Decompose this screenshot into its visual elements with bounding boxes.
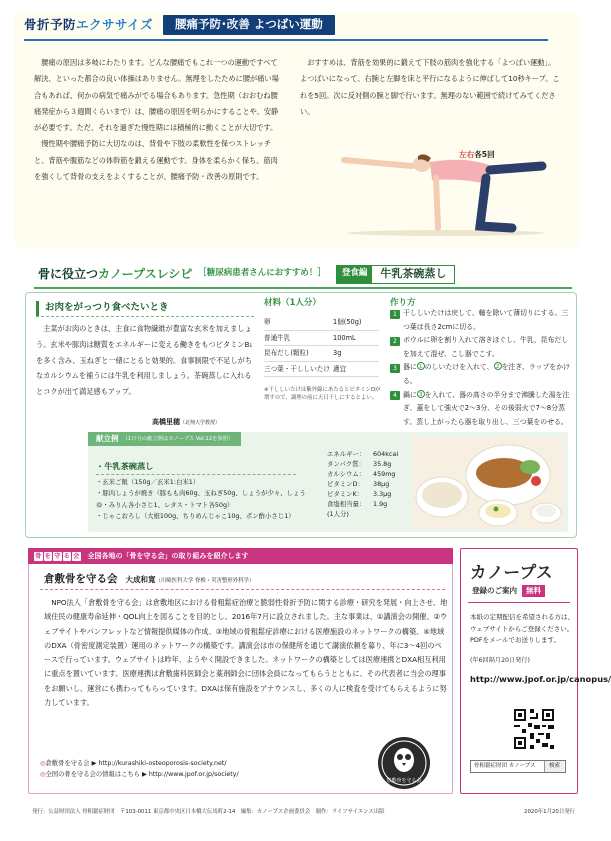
registration-url-link[interactable]: http://www.jpof.or.jp/canopus/ <box>470 674 611 684</box>
footer-date: 2020年1月20日発行 <box>524 809 575 815</box>
ingredients-table <box>264 315 379 377</box>
recipe-steps <box>390 307 573 429</box>
society-text: NPO法人「倉敷骨を守る会」は倉敷地区における骨粗鬆症治療と脆弱性骨折予防に関する診療・研究を発展・向上させ、地域住民の健康寿命延伸・QOL向上を図ることを目的とし、2016年7月に設立されました。主な事業は、①講演会の開催、②ウェブサイトやパンフレットなど情報提供媒体の作成、③地域の骨粗鬆症診療における医療施設のネットワークの構築、④地域のDXA（骨密度測定装置）運用のネットワークの構築です。講演会は市の保健所を通じて講演依頼を募り、年に3～4回のペースで行っています。ウェブサイトは昨年、ようやく開設できました。ネットワークの構築としては医療連携とDXA相互利用に重点を置いています。医療連携は倉敷歯科医師会と薬剤師会に団体会員になってもらうとともに、その代表者に当会の理事をお願いし、運営にも携わってもらっています。DXAは保有施設をアナウンスし、多くの人に検査を受けてもらえるように努力しています。 <box>44 598 448 708</box>
menu-example-list <box>96 477 318 522</box>
recipe-intro-text: 主菜がお肉のときは、主食に食物繊維が豊富な玄米を加えましょう。玄米や豚肉は糖質をエネルギーに変える働きをもつビタミンB₁を多く含み、玉ねぎと一緒にとると効果的。食事制限で不足しがちなカルシウムを補うには牛乳を利用しましょう。茶碗蒸しに入れるとコクが出て満足感もアップ。 <box>36 324 253 397</box>
national-society-link[interactable]: http://www.jpof.or.jp/society/ <box>148 771 239 778</box>
ingredient-row: 普通牛乳 100mL <box>264 331 379 347</box>
exercise-heading-box: 腰痛予防･改善 よつばい運動 <box>163 15 335 35</box>
menu-example-label: 献立例 （1日分の献立例はカノープス Vol.12を参照） <box>88 432 241 446</box>
society-badge-text: 倉敷骨を守る会 <box>386 778 422 784</box>
exercise-paragraph: 慢性期や腰痛予防に大切なのは、背骨や下肢の柔軟性を保つストレッチと、背筋や腹筋などの体幹筋を鍛える運動です。身体を柔らかく保ち、筋肉を強くして背骨の支えをよくすることが、腰痛予防・改善の原則です。 <box>34 139 278 182</box>
exercise-heading <box>24 14 335 36</box>
exercise-right-text <box>300 55 562 120</box>
dashed-divider <box>40 589 445 590</box>
recipe-author: 高橋里穂（北翔大学教授） <box>152 418 221 426</box>
recipe-intro-title: お肉をがっつり食べたいとき <box>36 301 169 316</box>
recipe-heading <box>38 264 455 284</box>
ingredients-title: 材料（1人分） <box>264 298 321 308</box>
society-title: 倉敷骨を守る会 大成和寛（川崎医科大学 脊椎・災害整形外科学） <box>44 573 255 585</box>
nutrition-row: 食塩相当量： 1.9g <box>327 500 388 508</box>
recipe-subtitle: ［糖尿病患者さんにおすすめ！］ <box>198 268 326 279</box>
search-box[interactable] <box>470 760 566 773</box>
recipe-step: 4 鍋に 3 を入れて、器の高さの半分まで沸騰した湯を注ぎ、蓋をして強火で2～3分、その後弱火で7～8分蒸す。蒸し上がったら器を取り出し、三つ葉をのせる。 <box>390 389 573 430</box>
footer <box>32 808 575 816</box>
qr-code-icon[interactable] <box>512 707 556 751</box>
repetition-tag-red: 左右 <box>459 150 475 159</box>
repetition-tag-count: 各5回 <box>474 150 495 159</box>
nutrition-row: エネルギー： 604kcal <box>327 450 399 458</box>
registration-note: (年6回隔月20日発行) <box>470 657 530 664</box>
society-author: 大成和寛 <box>125 575 156 584</box>
recipe-divider <box>34 287 572 289</box>
society-header-logo: 骨 を 守 る 会 <box>35 552 80 560</box>
society-badge-icon <box>377 736 431 790</box>
ingredient-row: 三つ葉・干ししいたけ 適宜 <box>264 362 379 378</box>
nutrition-row: カルシウム： 459mg <box>327 470 396 478</box>
society-header-text: 全国各地の「骨を守る会」の取り組みを紹介します <box>87 551 249 560</box>
recipe-heading-prefix: 骨に役立つ <box>38 266 99 281</box>
society-link-row: ◎全国の骨を守る会の情報はこちら ▶ http://www.jpof.or.jp/society/ <box>40 771 239 778</box>
recipe-name-box <box>336 265 456 284</box>
recipe-step: 2 ボウルに卵を割り入れて溶きほぐし、牛乳、昆布だしを加えて混ぜ、こし器でこす。 <box>390 334 573 361</box>
society-link-row: ◎倉敷骨を守る会 ▶ http://kurashiki-osteoporosis-society.net/ <box>40 760 227 767</box>
step-ref-icon: 3 <box>417 390 425 398</box>
society-author-affiliation: （川崎医科大学 脊椎・災害整形外科学） <box>155 578 255 584</box>
nutrition-row: ビタミンD： 38μg <box>327 480 390 488</box>
exercise-illustration <box>336 132 546 238</box>
nutrition-facts <box>327 449 405 519</box>
dashed-divider <box>96 474 296 475</box>
exercise-paragraph: おすすめは、背筋を効果的に鍛えて下肢の筋肉を強化する「よつばい運動」。よつばいになって、右腕と左脚を床と平行になるように伸ばして10秒キープ。これを5回。次に反対側の腕と脚で行います。無理のない範囲で続けてみてください。 <box>300 58 560 116</box>
society-links <box>40 758 290 780</box>
exercise-left-text <box>34 55 284 185</box>
ingredient-row: 卵 1個(50g) <box>264 315 379 331</box>
menu-item: ・じゃこおろし（大根100g、ちりめんじゃこ10g、ポン酢小さじ1） <box>96 511 295 520</box>
search-query[interactable]: 骨粗鬆症財団 カノープス <box>474 763 536 770</box>
menu-item: ・玄米ご飯（150g／玄米1:白米1） <box>96 478 200 486</box>
exercise-heading-prefix: 骨折予防 <box>24 17 77 33</box>
nutrition-row: ビタミンK： 3.3μg <box>327 490 392 498</box>
ingredients-note: ※干ししいたけは紫外線にあたるとビタミンDが増すので、調理の前に天日干しにするとよい。 <box>264 387 381 402</box>
free-badge: 無料 <box>522 585 545 597</box>
recipe-step: 1 干ししいたけは戻して、軸を除いて薄切りにする。三つ葉は長さ2cmに切る。 <box>390 307 573 334</box>
step-ref-icon: 2 <box>494 362 502 370</box>
registration-subtitle: 登録のご案内 無料 <box>472 585 545 597</box>
society-link[interactable]: http://kurashiki-osteoporosis-society.net/ <box>98 760 227 767</box>
steps-title: 作り方 <box>390 298 416 308</box>
step-ref-icon: 1 <box>417 362 425 370</box>
repetition-tag <box>459 149 495 161</box>
exercise-paragraph: 腰痛の原因は多岐にわたります。どんな腰痛でもこれ一つの運動ですべて解決、といった都合の良い体操はありません。無理をしたために腰が痛い場合もあれば、何かの病気で痛みがでる場合もあります。急性期（おおむね腰痛発症から３週間くらいまで）は、腰痛の原因を明らかにすることや、安静が必要です。ただ、それを過ぎた慢性期には積極的に動くことが大切です。 <box>34 58 279 133</box>
registration-text: 本紙の定期配信を希望される方は、ウェブサイトからご登録ください。PDFをメールでお送りします。 <box>470 613 574 644</box>
exercise-divider <box>24 39 548 41</box>
exercise-heading-em: エクササイズ <box>76 17 154 33</box>
ingredient-row: 昆布だし(顆粒) 3g <box>264 346 379 362</box>
recipe-kind: 登食編 <box>337 266 373 283</box>
recipe-step: 3 器に 1 のしいたけを入れて、 2 を注ぎ、ラップをかける。 <box>390 361 573 388</box>
nutrition-row: タンパク質： 35.8g <box>327 460 392 468</box>
recipe-heading-em: カノープスレシピ <box>98 266 193 281</box>
registration-divider <box>468 602 570 603</box>
nutrition-row: (1人分) <box>327 510 349 518</box>
society-header-bar <box>28 548 453 564</box>
meal-photo <box>412 437 564 528</box>
menu-item: ・豚肉しょうが焼き（豚もも肉60g、玉ねぎ50g、しょうが少々、しょうゆ・みりん各小さじ1、レタス・トマト各50g） <box>96 489 306 509</box>
recipe-name: 牛乳茶碗蒸し <box>380 267 447 281</box>
menu-example-name: ・牛乳茶碗蒸し <box>96 461 154 471</box>
dashed-divider <box>36 316 254 317</box>
footer-publisher: 発行：公益財団法人 骨粗鬆症財団 〒103-0011 東京都中央区日本橋大伝馬町2-14 編集：カノープス企画委員会 制作：ライフサイエンス出版 <box>32 809 385 815</box>
canopus-logo: カノープス <box>470 563 554 582</box>
search-button[interactable]: 検索 <box>544 761 564 772</box>
